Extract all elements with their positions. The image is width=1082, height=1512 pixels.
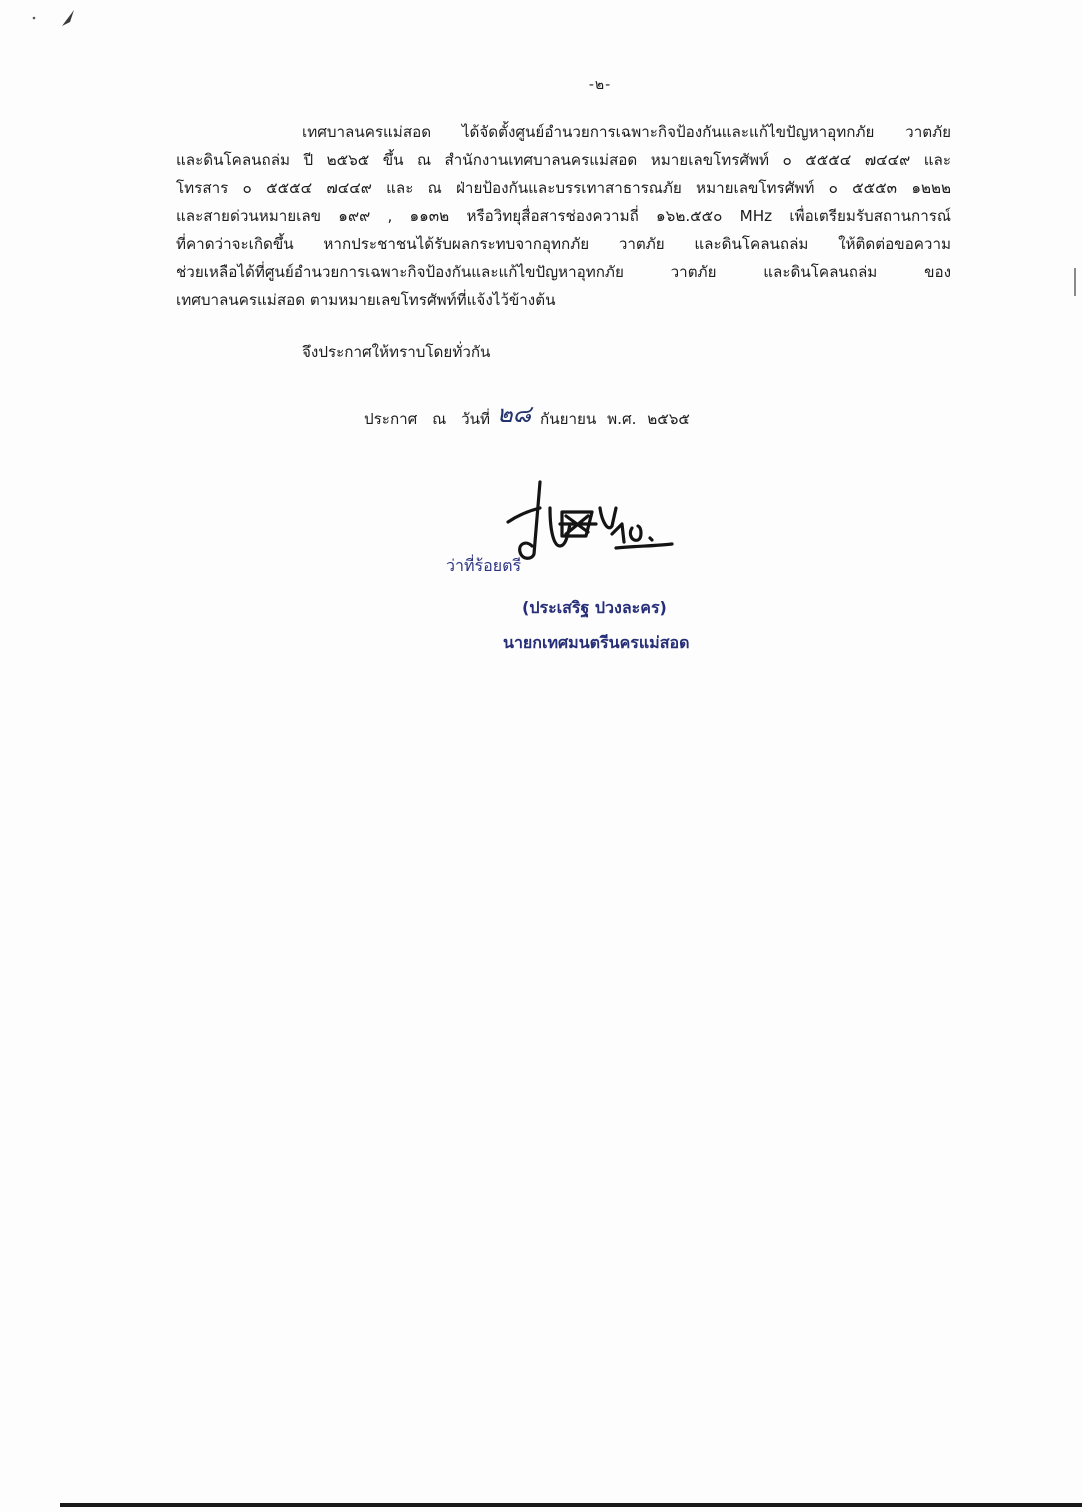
signer-title: นายกเทศมนตรีนครแม่สอด [503, 633, 690, 652]
month: กันยายน [540, 410, 597, 428]
paragraph-line: เทศบาลนครแม่สอด ตามหมายเลขโทรศัพท์ที่แจ้งไว้ข้างต้น [176, 291, 556, 309]
closing-statement: จึงประกาศให้ทราบโดยทั่วกัน [302, 343, 491, 361]
paragraph-line: และสายด่วนหมายเลข ๑๙๙ , ๑๑๓๒ หรือวิทยุสื่อสารช่องความถี่ ๑๖๒.๕๕๐ MHz เพื่อเตรียมรับสถานการณ์ [176, 207, 951, 225]
era: พ.ศ. [607, 410, 637, 428]
signature-image [500, 462, 680, 572]
paragraph-line: ช่วยเหลือได้ที่ศูนย์อำนวยการเฉพาะกิจป้องกันและแก้ไขปัญหาอุทกภัย วาตภัย และดินโคลนถล่ม ของ [176, 263, 951, 281]
announce-prefix: ประกาศ [364, 410, 418, 428]
announce-at: ณ [432, 410, 447, 428]
paragraph-line: เทศบาลนครแม่สอด ได้จัดตั้งศูนย์อำนวยการเฉพาะกิจป้องกันและแก้ไขปัญหาอุทกภัย วาตภัย [302, 123, 951, 141]
pen-mark [30, 4, 90, 30]
scan-speck [1074, 268, 1076, 296]
page-bottom-edge [60, 1503, 1082, 1507]
year: ๒๕๖๕ [647, 410, 690, 428]
announcement-date [364, 396, 690, 435]
handwritten-day: ๒๘ [496, 400, 532, 428]
page-number: -๒- [588, 77, 612, 93]
paragraph-line: ที่คาดว่าจะเกิดขึ้น หากประชาชนได้รับผลกระทบจากอุทกภัย วาตภัย และดินโคลนถล่ม ให้ติดต่อขอความ [176, 235, 951, 253]
paragraph-line: และดินโคลนถล่ม ปี ๒๕๖๕ ขึ้น ณ สำนักงานเทศบาลนครแม่สอด หมายเลขโทรศัพท์ ๐ ๕๕๕๔ ๗๔๔๙ และ [176, 151, 951, 169]
signer-rank: ว่าที่ร้อยตรี [446, 556, 522, 575]
signer-name: (ประเสริฐ ปวงละคร) [522, 598, 667, 617]
day-label: วันที่ [461, 410, 490, 428]
paragraph-line: โทรสาร ๐ ๕๕๕๔ ๗๔๔๙ และ ณ ฝ่ายป้องกันและบรรเทาสาธารณภัย หมายเลขโทรศัพท์ ๐ ๕๕๕๓ ๑๒๒๒ [176, 179, 951, 197]
announcement-paragraph [176, 118, 951, 314]
